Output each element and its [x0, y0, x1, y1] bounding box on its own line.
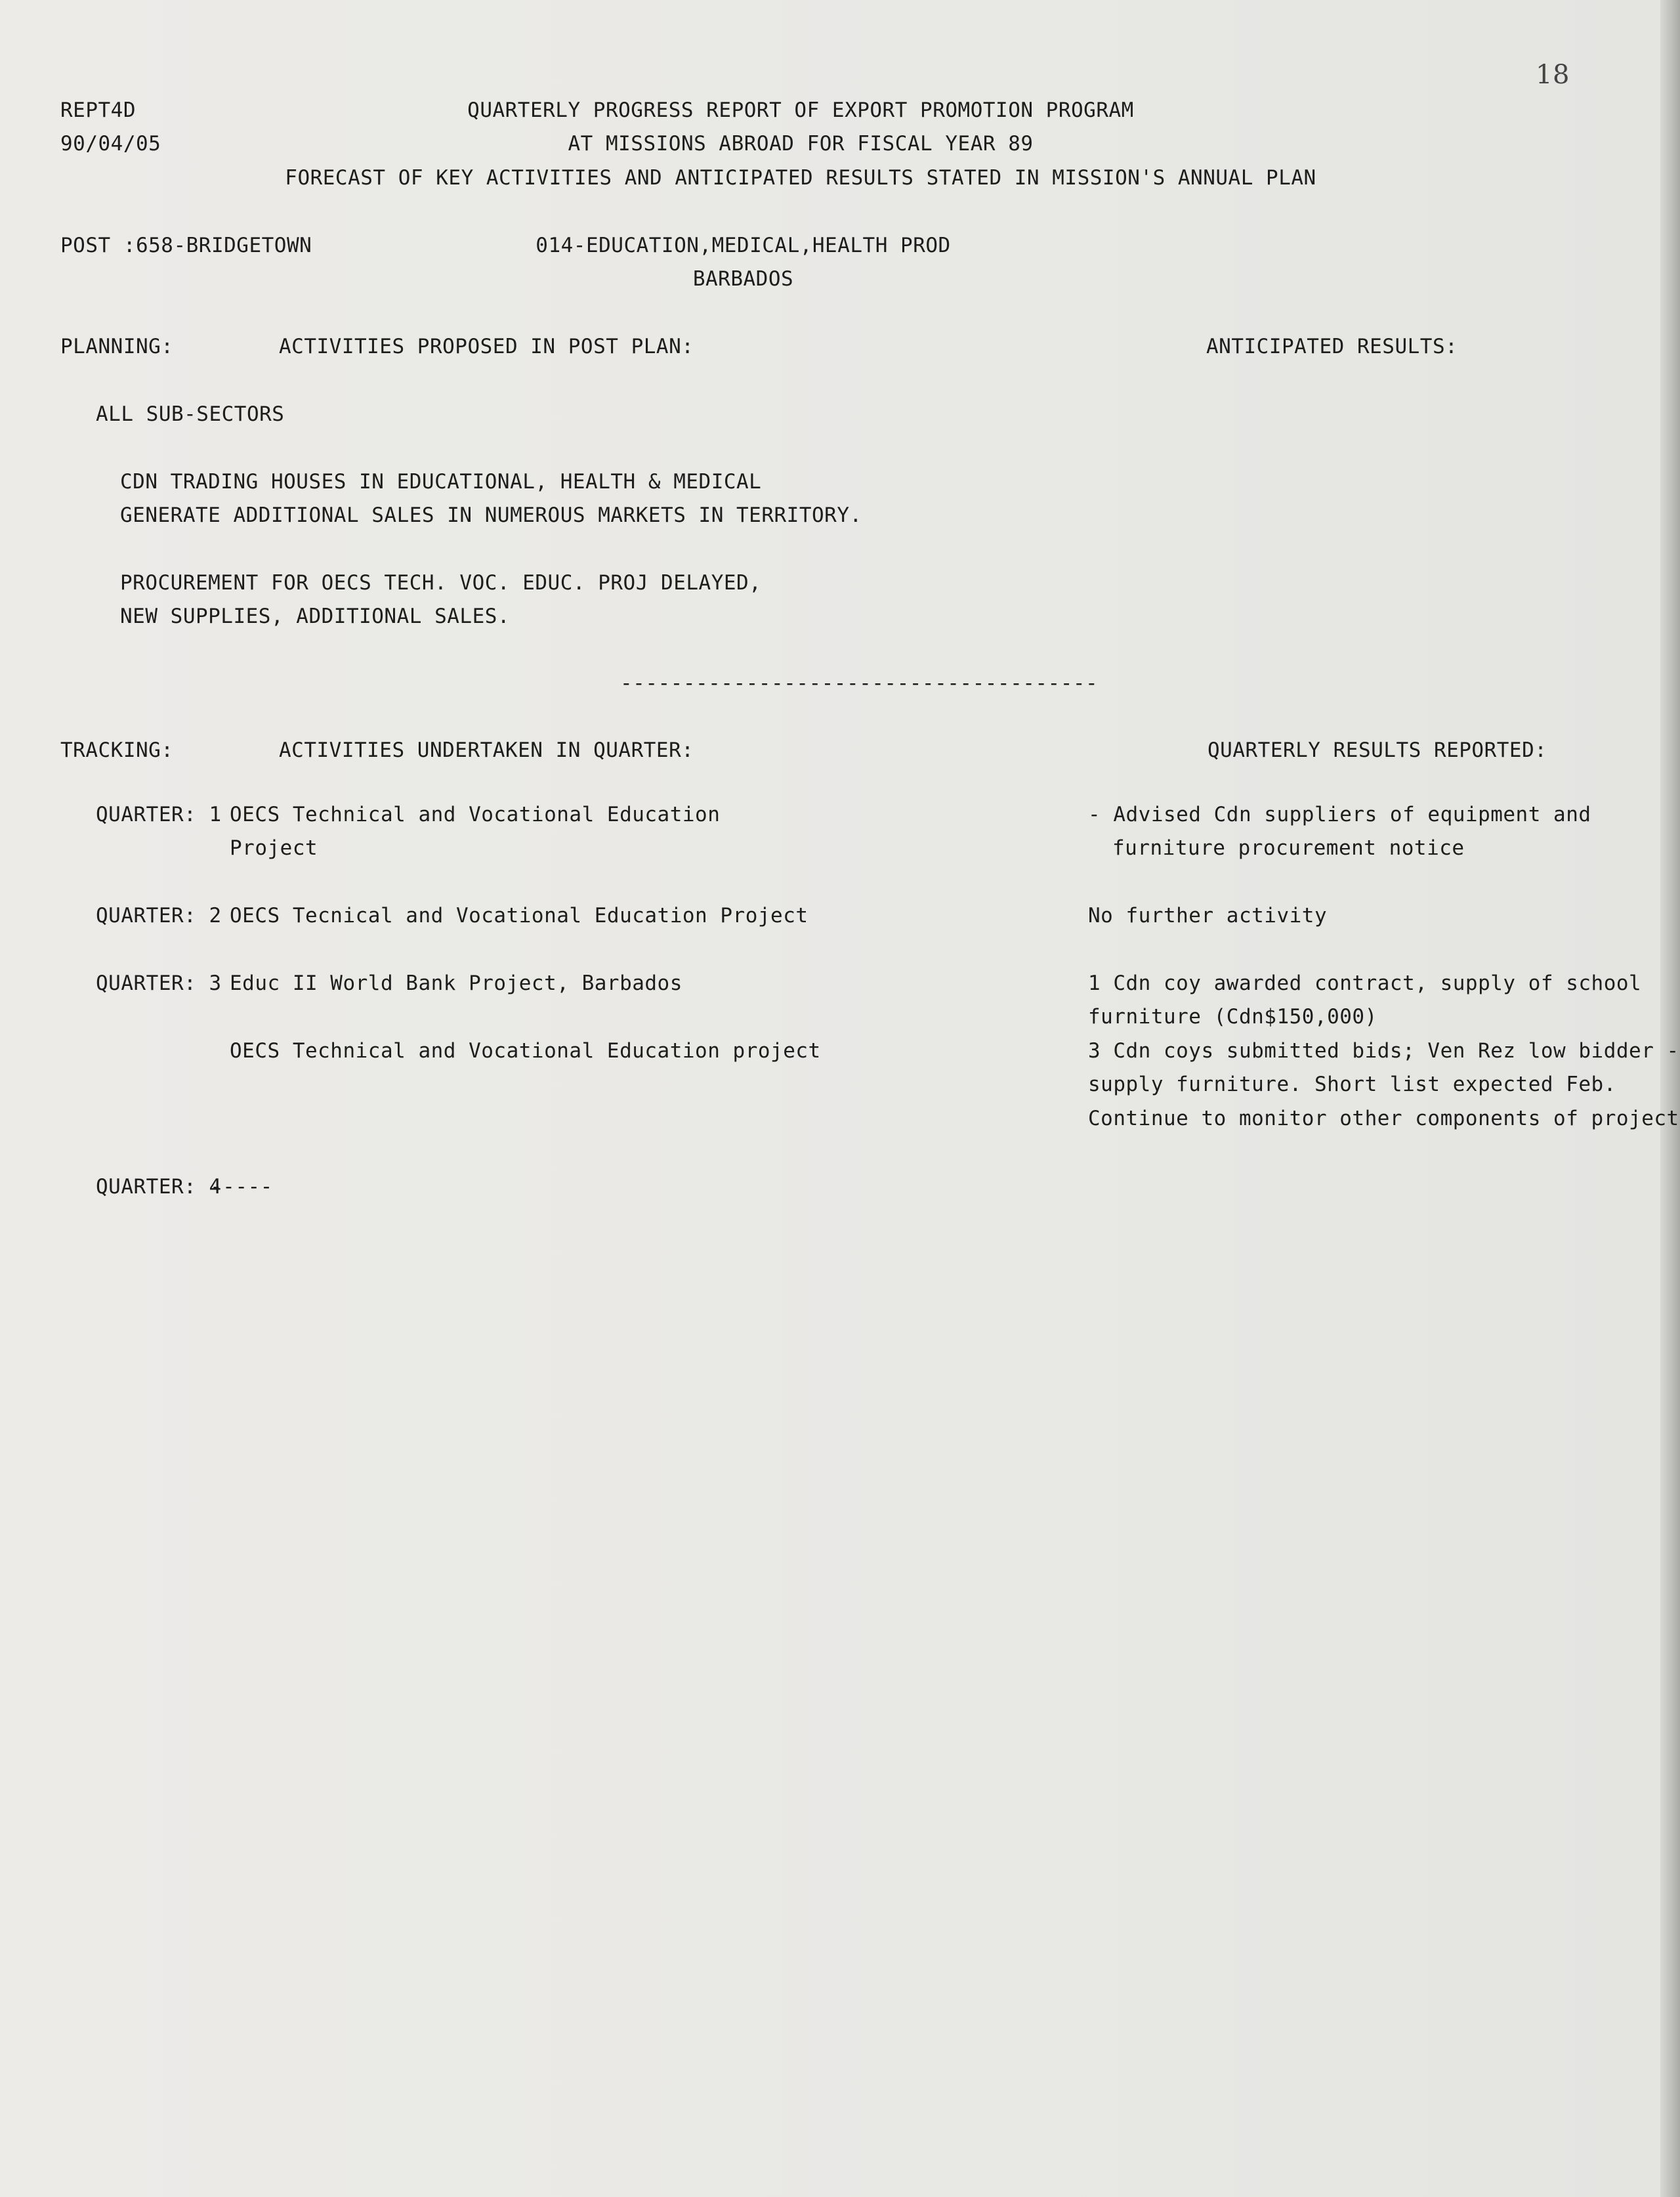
quarter-1-result-line-2: furniture procurement notice: [1112, 836, 1465, 860]
quarter-2-label: QUARTER: 2: [96, 904, 222, 928]
quarter-2-activity: OECS Tecnical and Vocational Education Project: [230, 904, 808, 928]
quarter-3-result-line-2: furniture (Cdn$150,000): [1088, 1005, 1377, 1029]
report-title-line-1: QUARTERLY PROGRESS REPORT OF EXPORT PROMOTION PROGRAM: [467, 98, 1134, 122]
report-title-line-2: AT MISSIONS ABROAD FOR FISCAL YEAR 89: [568, 132, 1034, 156]
quarter-1-activity-line-1: OECS Technical and Vocational Education: [230, 803, 721, 826]
quarter-3-label: QUARTER: 3: [96, 971, 222, 995]
planning-results-heading: ANTICIPATED RESULTS:: [1206, 335, 1458, 358]
country-name: BARBADOS: [692, 267, 794, 291]
planning-paragraph-1-line-1: CDN TRADING HOUSES IN EDUCATIONAL, HEALTH & MEDICAL: [120, 470, 762, 494]
planning-activities-heading: ACTIVITIES PROPOSED IN POST PLAN:: [279, 335, 694, 358]
quarter-1-label: QUARTER: 1: [96, 803, 222, 826]
quarter-4-label: QUARTER: 4: [96, 1175, 222, 1199]
planning-paragraph-2-line-1: PROCUREMENT FOR OECS TECH. VOC. EDUC. PROJ DELAYED,: [120, 571, 762, 595]
page-number: 18: [1536, 60, 1570, 90]
quarter-3-activity-1: Educ II World Bank Project, Barbados: [230, 971, 682, 995]
section-divider: --------------------------------------: [620, 672, 1099, 695]
sector-name: 014-EDUCATION,MEDICAL,HEALTH PROD: [536, 234, 951, 257]
quarter-3-result-line-3: 3 Cdn coys submitted bids; Ven Rez low bidder -: [1088, 1039, 1679, 1063]
planning-paragraph-1-line-2: GENERATE ADDITIONAL SALES IN NUMEROUS MARKETS IN TERRITORY.: [120, 503, 862, 527]
quarter-3-result-line-5: Continue to monitor other components of project: [1088, 1107, 1679, 1130]
quarter-2-result: No further activity: [1088, 904, 1328, 928]
planning-paragraph-2-line-2: NEW SUPPLIES, ADDITIONAL SALES.: [120, 605, 511, 628]
quarter-4-activity: -----: [210, 1175, 273, 1199]
report-title-line-3: FORECAST OF KEY ACTIVITIES AND ANTICIPATED RESULTS STATED IN MISSION'S ANNUAL PLAN: [285, 166, 1316, 190]
post-label: POST :658-BRIDGETOWN: [60, 234, 312, 257]
tracking-activities-heading: ACTIVITIES UNDERTAKEN IN QUARTER:: [279, 738, 694, 762]
planning-label: PLANNING:: [60, 335, 174, 358]
quarter-3-result-line-4: supply furniture. Short list expected Feb.: [1088, 1073, 1616, 1096]
page-edge-shadow: [1660, 0, 1680, 2197]
quarter-1-activity-line-2: Project: [230, 836, 318, 860]
tracking-label: TRACKING:: [60, 738, 174, 762]
report-date: 90/04/05: [60, 132, 161, 156]
quarter-1-result-line-1: - Advised Cdn suppliers of equipment and: [1088, 803, 1591, 826]
tracking-results-heading: QUARTERLY RESULTS REPORTED:: [1208, 738, 1547, 762]
quarter-3-result-line-1: 1 Cdn coy awarded contract, supply of school: [1088, 971, 1642, 995]
report-id: REPT4D: [60, 98, 136, 122]
quarter-3-activity-2: OECS Technical and Vocational Education project: [230, 1039, 821, 1063]
subsector-label: ALL SUB-SECTORS: [96, 402, 285, 426]
